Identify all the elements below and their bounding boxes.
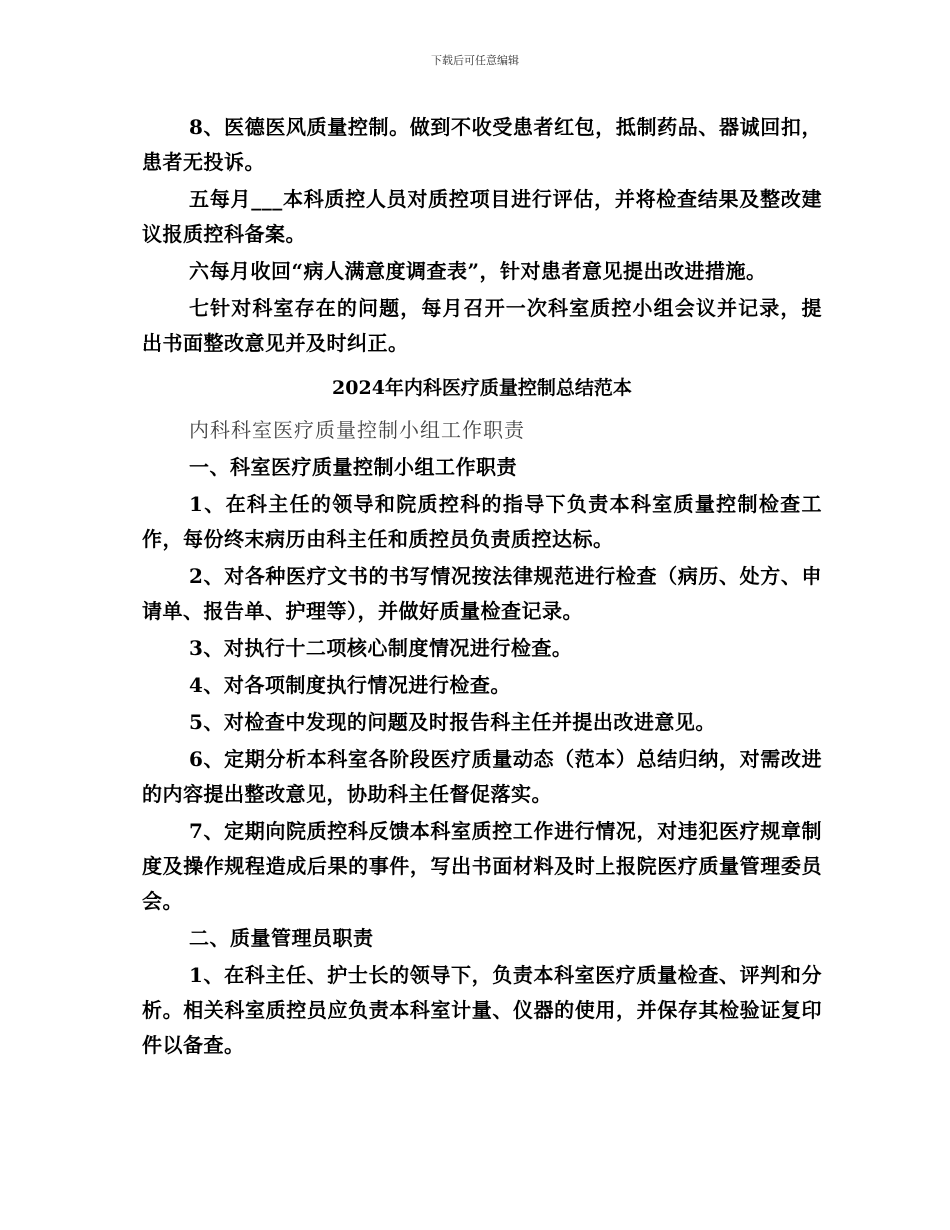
paragraph-section-5: 五每月___本科质控人员对质控项目进行评估，并将检查结果及整改建议报质控科备案。 (142, 187, 822, 246)
document-subtitle: 内科科室医疗质量控制小组工作职责 (189, 418, 525, 442)
duty-item-2: 2、对各种医疗文书的书写情况按法律规范进行检查（病历、处方、申请单、报告单、护理等），并做好质量检查记录。 (142, 564, 822, 623)
duty-item-5: 5、对检查中发现的问题及时报告科主任并提出改进意见。 (189, 710, 716, 734)
section-heading-2: 二、质量管理员职责 (189, 926, 374, 950)
manager-duty-item-1: 1、在科主任、护士长的领导下，负责本科室医疗质量检查、评判和分析。相关科室质控员应负责本科室计量、仪器的使用，并保存其检验证复印件以备查。 (142, 963, 822, 1057)
duty-item-4: 4、对各项制度执行情况进行检查。 (189, 673, 511, 697)
duty-item-3: 3、对执行十二项核心制度情况进行检查。 (189, 636, 573, 660)
duty-item-6: 6、定期分析本科室各阶段医疗质量动态（范本）总结归纳，对需改进的内容提出整改意见，协助科主任督促落实。 (142, 747, 822, 806)
paragraph-section-7: 七针对科室存在的问题，每月召开一次科室质控小组会议并记录，提出书面整改意见并及时纠正。 (142, 296, 822, 355)
page-header: 下载后可任意编辑 (431, 54, 519, 67)
document-title: 2024年内科医疗质量控制总结范本 (332, 377, 632, 399)
section-heading-1: 一、科室医疗质量控制小组工作职责 (189, 455, 517, 479)
document-body (142, 110, 822, 1065)
duty-item-1: 1、在科主任的领导和院质控科的指导下负责本科室质量控制检查工作，每份终末病历由科主任和质控员负责质控达标。 (142, 492, 822, 551)
duty-item-7: 7、定期向院质控科反馈本科室质控工作进行情况，对违犯医疗规章制度及操作规程造成后果的事件，写出书面材料及时上报院医疗质量管理委员会。 (142, 819, 822, 913)
paragraph-section-6: 六每月收回“病人满意度调查表”，针对患者意见提出改进措施。 (189, 259, 767, 283)
paragraph-item-8: 8、医德医风质量控制。做到不收受患者红包，抵制药品、器诚回扣，患者无投诉。 (142, 115, 822, 174)
